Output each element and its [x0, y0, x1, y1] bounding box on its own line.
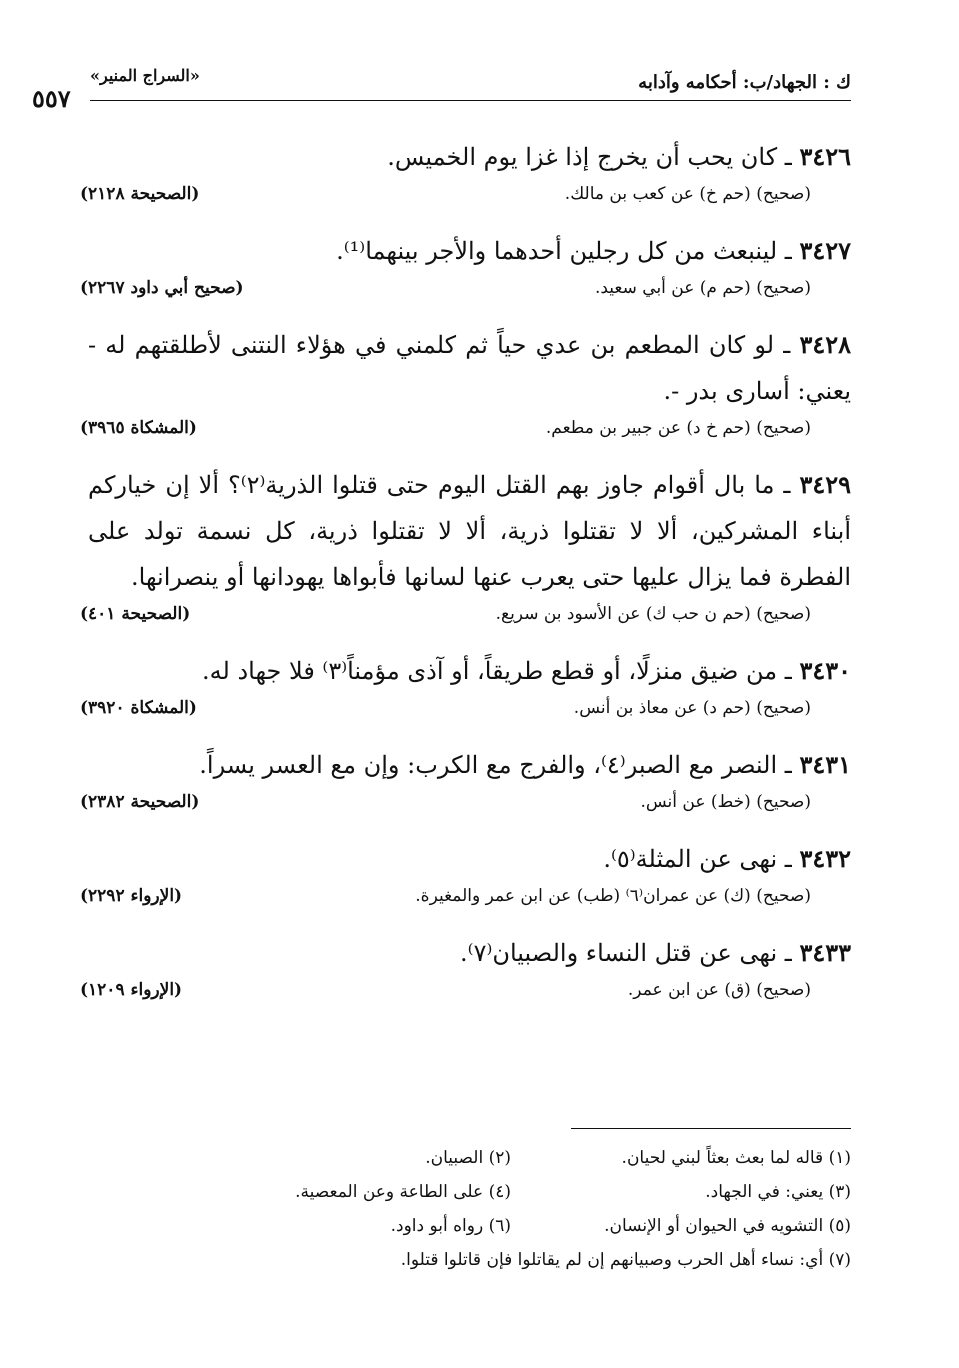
- source-ref: (الإرواء ١٢٠٩): [80, 980, 183, 1000]
- source-ref: (الإرواء ٢٢٩٢): [80, 886, 183, 906]
- hadith-text: لو كان المطعم بن عدي حياً ثم كلمني في هؤلاء النتنى لأطلقتهم له - يعني: أسارى بدر -.: [88, 331, 851, 405]
- hadith-text: كان يحب أن يخرج إذا غزا يوم الخميس.: [387, 143, 778, 171]
- header-rule: [90, 100, 851, 101]
- hadith-entry: ٣٤٣٢ ـ نهى عن المثلة⁽٥⁾. (صحيح) (ك) عن عمران⁽٦⁾ (طب) عن ابن عمر والمغيرة. (الإرواء ٢٢٩٢): [80, 844, 851, 906]
- footnote: (٤) على الطاعة وعن المعصية.: [295, 1182, 511, 1202]
- hadith-entry: ٣٤٢٨ ـ لو كان المطعم بن عدي حياً ثم كلمني في هؤلاء النتنى لأطلقتهم له - يعني: أسارى بدر -. (صحيح) (حم خ د) عن جبير بن مطعم. (المشكاة ٣٩٦٥): [80, 330, 852, 438]
- source-ref: (الصحيحة ٤٠١): [80, 604, 191, 624]
- hadith-entry: ٣٤٢٦ ـ كان يحب أن يخرج إذا غزا يوم الخميس. (صحيح) (حم خ) عن كعب بن مالك. (الصحيحة ٢١٢٨): [80, 142, 851, 204]
- grade-line: (صحيح) (ق) عن ابن عمر.: [627, 980, 811, 1000]
- hadith-text: نهى عن قتل النساء والصبيان⁽٧⁾.: [460, 939, 778, 967]
- hadith-text: من ضيق منزلًا، أو قطع طريقاً، أو آذى مؤمناً⁽٣⁾ فلا جهاد له.: [202, 657, 778, 685]
- hadith-number: ٣٤٢٧: [799, 236, 851, 265]
- hadith-text: ما بال أقوام جاوز بهم القتل اليوم حتى قتلوا الذرية⁽٢⁾؟ ألا إن خياركم أبناء المشركين، ألا لا تقتلوا ذرية، ألا لا تقتلوا ذرية، كل نسمة تولد على الفطرة فما يزال عليها حتى يعرب عنها لسانها فأبواها يهودانها أو ينصرانها.: [88, 471, 851, 591]
- hadith-text: لينبعث من كل رجلين أحدهما والأجر بينهما⁽¹⁾.: [336, 237, 778, 265]
- source-ref: (الصحيحة ٢١٢٨): [80, 184, 200, 204]
- footnote-rule: [571, 1128, 851, 1129]
- source-ref: (المشكاة ٣٩٦٥): [80, 418, 197, 438]
- hadith-number: ٣٤٣١: [799, 750, 851, 779]
- footnote: (٦) رواه أبو داود.: [390, 1216, 511, 1236]
- running-title-chapter: ك : الجهاد/ب: أحكامه وآدابه: [638, 72, 851, 93]
- source-ref: (صحيح أبي داود ٢٢٦٧): [80, 278, 244, 298]
- hadith-number: ٣٤٢٦: [799, 142, 851, 171]
- grade-line: (صحيح) (خط) عن أنس.: [640, 792, 811, 812]
- hadith-number: ٣٤٣٠: [799, 656, 851, 685]
- hadith-entry: ٣٤٣٠ ـ من ضيق منزلًا، أو قطع طريقاً، أو آذى مؤمناً⁽٣⁾ فلا جهاد له. (صحيح) (حم د) عن معاذ بن أنس. (المشكاة ٣٩٢٠): [80, 656, 851, 718]
- hadith-entry: ٣٤٢٩ ـ ما بال أقوام جاوز بهم القتل اليوم حتى قتلوا الذرية⁽٢⁾؟ ألا إن خياركم أبناء المشركين، ألا لا تقتلوا ذرية، ألا لا تقتلوا ذرية، كل نسمة تولد على الفطرة فما يزال عليها حتى يعرب عنها لسانها فأبواها يهودانها أو ينصرانها. (صحيح) (حم ن حب ك) عن الأسود بن سريع. (الصحيحة ٤٠١): [80, 470, 852, 624]
- source-ref: (المشكاة ٣٩٢٠): [80, 698, 197, 718]
- hadith-text: النصر مع الصبر⁽٤⁾، والفرج مع الكرب: وإن مع العسر يسراً.: [199, 751, 778, 779]
- running-title-book: «السراج المنير»: [90, 66, 200, 85]
- footnote: (٥) التشويه في الحيوان أو الإنسان.: [604, 1216, 851, 1236]
- footnotes: [88, 1128, 851, 1277]
- grade-line: (صحيح) (حم خ) عن كعب بن مالك.: [564, 184, 811, 204]
- page-header: [32, 64, 851, 113]
- hadith-list: [80, 134, 852, 1024]
- hadith-text: نهى عن المثلة⁽٥⁾.: [603, 845, 778, 873]
- hadith-number: ٣٤٣٢: [799, 844, 851, 873]
- footnote: (١) قاله لما بعث بعثاً لبني لحيان.: [621, 1148, 851, 1168]
- source-ref: (الصحيحة ٢٣٨٢): [80, 792, 200, 812]
- footnote: (٧) أي: نساء أهل الحرب وصبيانهم إن لم يقاتلوا فإن قاتلوا قتلوا.: [400, 1250, 851, 1270]
- hadith-entry: ٣٤٣٣ ـ نهى عن قتل النساء والصبيان⁽٧⁾. (صحيح) (ق) عن ابن عمر. (الإرواء ١٢٠٩): [80, 938, 851, 1000]
- hadith-number: ٣٤٢٨: [799, 330, 852, 359]
- page-number: ٥٥٧: [32, 84, 71, 113]
- grade-line: (صحيح) (ك) عن عمران⁽٦⁾ (طب) عن ابن عمر والمغيرة.: [415, 886, 811, 906]
- hadith-number: ٣٤٣٣: [799, 938, 851, 967]
- grade-line: (صحيح) (حم د) عن معاذ بن أنس.: [573, 698, 811, 718]
- grade-line: (صحيح) (حم خ د) عن جبير بن مطعم.: [545, 418, 811, 438]
- grade-line: (صحيح) (حم ن حب ك) عن الأسود بن سريع.: [495, 604, 811, 624]
- hadith-entry: ٣٤٣١ ـ النصر مع الصبر⁽٤⁾، والفرج مع الكرب: وإن مع العسر يسراً. (صحيح) (خط) عن أنس. (الصحيحة ٢٣٨٢): [80, 750, 851, 812]
- footnote: (٢) الصبيان.: [425, 1148, 511, 1168]
- hadith-number: ٣٤٢٩: [799, 470, 852, 499]
- grade-line: (صحيح) (حم م) عن أبي سعيد.: [594, 278, 811, 298]
- hadith-entry: ٣٤٢٧ ـ لينبعث من كل رجلين أحدهما والأجر بينهما⁽¹⁾. (صحيح) (حم م) عن أبي سعيد. (صحيح أبي داود ٢٢٦٧): [80, 236, 851, 298]
- footnote: (٣) يعني: في الجهاد.: [705, 1182, 851, 1202]
